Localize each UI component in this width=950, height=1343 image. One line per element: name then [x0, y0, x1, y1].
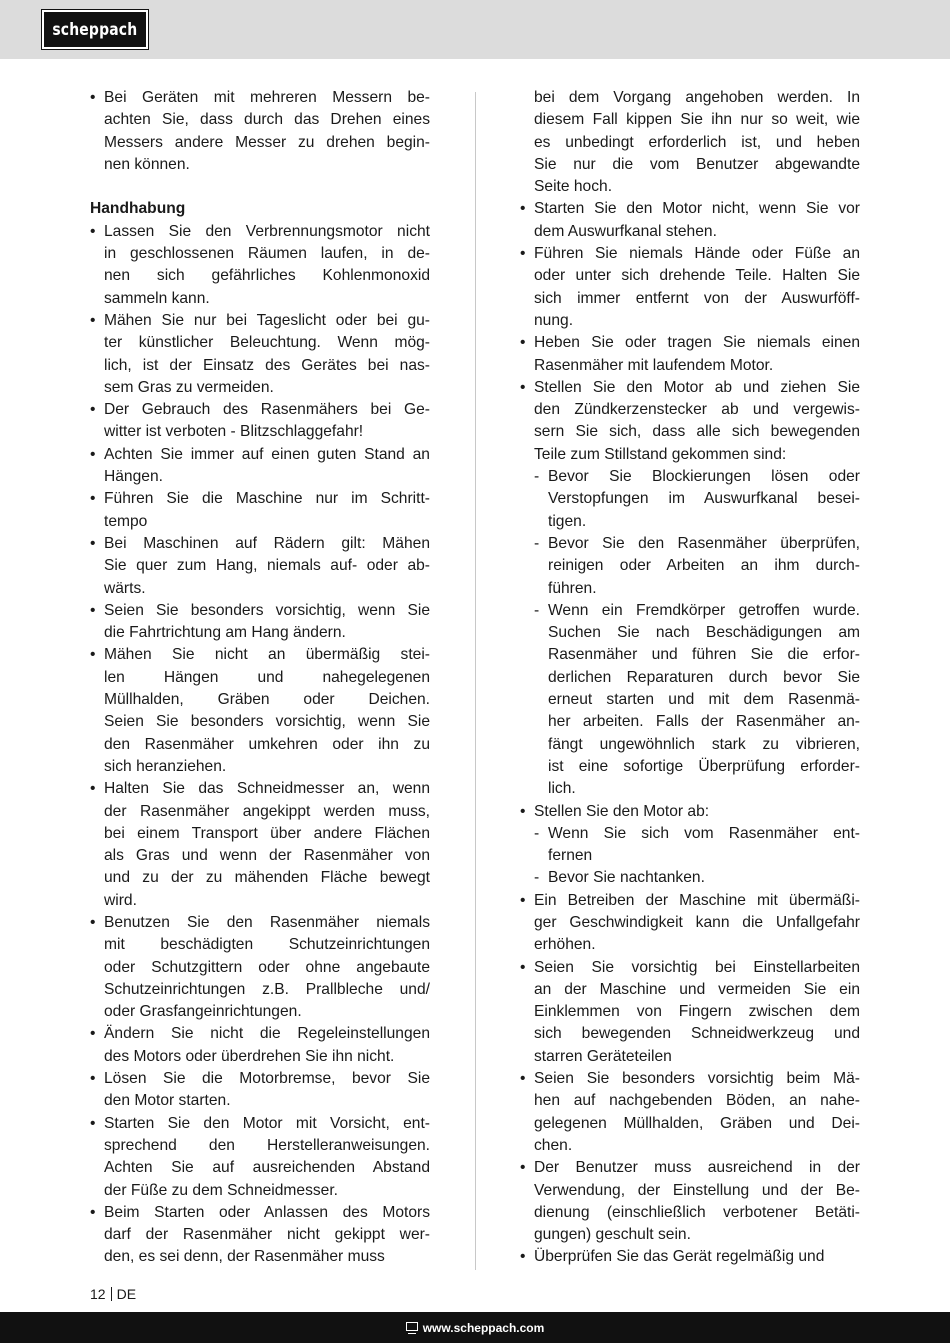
text-line: • Ändern Sie nicht die Regeleinstellungen: [104, 1025, 430, 1043]
left-column: [90, 87, 430, 1269]
text-line: • Halten Sie das Schneidmesser an, wenn: [104, 780, 430, 798]
text-line: fernen: [548, 847, 593, 865]
text-line: • Seien Sie besonders vorsichtig beim Mä-: [534, 1070, 860, 1088]
text-line: • Achten Sie immer auf einen guten Stand an: [104, 445, 430, 463]
text-line: • Stellen Sie den Motor ab und ziehen Sie: [534, 378, 860, 396]
bullet-item: [90, 399, 430, 444]
text-line: • Bei Maschinen auf Rädern gilt: Mähen: [104, 534, 430, 552]
bullet-item: [520, 198, 860, 243]
text-line: • Beim Starten oder Anlassen des Motors: [104, 1203, 430, 1221]
page-footer: [90, 1286, 136, 1302]
text-line: Verstopfungen im Auswurfkanal besei-: [548, 490, 860, 508]
text-line: lich, ist der Einsatz des Gerätes bei nas-: [104, 356, 430, 374]
text-line: • Bei Geräten mit mehreren Messern be-: [104, 89, 430, 106]
bullet-item: [90, 488, 430, 533]
text-line: lich.: [548, 780, 576, 798]
dash-item: [520, 867, 860, 889]
text-line: hen auf nachgebenden Böden, an nahe-: [534, 1092, 860, 1110]
bullet-item: [90, 644, 430, 778]
text-line: erhöhen.: [534, 936, 596, 954]
text-line: der Rasenmäher angekippt werden muss,: [104, 802, 430, 820]
text-line: • Seien Sie besonders vorsichtig, wenn Sie: [104, 601, 430, 619]
text-line: • Der Benutzer muss ausreichend in der: [534, 1159, 860, 1177]
text-line: Messers andere Messer zu drehen begin-: [104, 133, 430, 151]
text-line: Achten Sie auf ausreichenden Abstand: [104, 1159, 430, 1177]
text-line: ist eine sofortige Überprüfung erforder-: [548, 757, 860, 775]
bullet-item: [520, 890, 860, 957]
text-line: witter ist verboten - Blitzschlaggefahr!: [104, 423, 364, 441]
text-line: starren Geräteteilen: [534, 1047, 672, 1065]
text-line: als Gras und wenn der Rasenmäher von: [104, 847, 430, 865]
website-link[interactable]: www.scheppach.com: [422, 1320, 545, 1335]
text-line: diesem Fall kippen Sie ihn nur so weit, wie: [534, 111, 860, 129]
text-line: Rasenmäher mit laufendem Motor.: [534, 356, 774, 374]
text-line: Seien Sie besonders vorsichtig, wenn Sie: [104, 713, 430, 731]
text-line: den Rasenmäher umkehren oder ihn zu: [104, 735, 430, 753]
bullet-item: [90, 1068, 430, 1113]
text-line: nen können.: [104, 155, 190, 173]
text-line: sern Sie sich, dass alle sich bewegenden: [534, 423, 860, 441]
bullet-item: [90, 444, 430, 489]
monitor-icon: [406, 1322, 418, 1331]
bullet-item: [520, 1068, 860, 1157]
text-line: die Fahrtrichtung am Hang ändern.: [104, 624, 346, 642]
dash-item: [520, 600, 860, 801]
bullet-item: [90, 87, 430, 176]
text-line: - Wenn ein Fremdkörper getroffen wurde.: [548, 601, 860, 619]
text-line: Einklemmen von Fingern zwischen dem: [534, 1003, 860, 1021]
text-line: sich heranziehen.: [104, 757, 227, 775]
bullet-item: [90, 600, 430, 645]
text-line: Hängen.: [104, 468, 163, 486]
text-line: mit beschädigten Schutzeinrichtungen: [104, 936, 430, 954]
text-line: gungen) geschult sein.: [534, 1226, 691, 1244]
bullet-item: [90, 1023, 430, 1068]
text-line: chen.: [534, 1136, 573, 1154]
text-line: oder unter sich drehende Teile. Halten Sie: [534, 267, 860, 285]
header-band: [0, 0, 950, 59]
bullet-item: [90, 912, 430, 1023]
text-line: sprechend den Herstelleranweisungen.: [104, 1136, 430, 1154]
text-line: Verwendung, der Einstellung und der Be-: [534, 1181, 860, 1199]
text-line: • Benutzen Sie den Rasenmäher niemals: [104, 913, 430, 931]
text-line: Seite hoch.: [534, 178, 613, 196]
text-line: sich immer entfernt von der Auswurföff-: [534, 289, 860, 307]
text-line: achten Sie, dass durch das Drehen eines: [104, 111, 430, 129]
text-line: - Bevor Sie nachtanken.: [548, 869, 705, 887]
bullet-item: [90, 778, 430, 912]
text-line: • Starten Sie den Motor nicht, wenn Sie vor: [534, 200, 860, 218]
text-line: Suchen Sie nach Beschädigungen am: [548, 624, 860, 642]
bullet-item: [520, 332, 860, 377]
bullet-item: [520, 243, 860, 332]
bullet-item: [520, 801, 860, 823]
footer-band: [0, 1312, 950, 1343]
dash-item: [520, 823, 860, 868]
footer-separator: [111, 1287, 112, 1301]
text-line: in geschlossenen Räumen laufen, in de-: [104, 245, 430, 263]
text-line: • Heben Sie oder tragen Sie niemals einen: [534, 334, 860, 352]
text-line: • Führen Sie niemals Hände oder Füße an: [534, 245, 860, 263]
right-column: [520, 87, 860, 1269]
text-line: • Führen Sie die Maschine nur im Schritt-: [104, 490, 430, 508]
text-line: • Überprüfen Sie das Gerät regelmäßig und: [534, 1248, 825, 1266]
dash-item: [520, 533, 860, 600]
bullet-item: [90, 221, 430, 310]
text-line: sem Gras zu vermeiden.: [104, 378, 274, 396]
spacer: [90, 176, 430, 198]
text-line: dem Auswurfkanal stehen.: [534, 222, 717, 240]
text-line: bei einem Transport über andere Flächen: [104, 824, 430, 842]
text-line: nung.: [534, 311, 574, 329]
text-line: Schutzeinrichtungen z.B. Prallbleche und/: [104, 980, 430, 998]
text-line: - Bevor Sie den Rasenmäher überprüfen,: [548, 534, 860, 552]
text-line: gelegenen Müllhalden, Gräben und Dei-: [534, 1114, 860, 1132]
text-line: - Wenn Sie sich vom Rasenmäher ent-: [548, 824, 860, 842]
text-line: • Mähen Sie nicht an übermäßig stei-: [104, 646, 430, 664]
text-line: und zu der zu mähenden Fläche bewegt: [104, 869, 430, 887]
text-line: sammeln kann.: [104, 289, 210, 307]
text-line: ger Geschwindigkeit kann die Unfallgefahr: [534, 913, 860, 931]
text-line: Rasenmäher und führen Sie die erfor-: [548, 646, 860, 664]
text-line: erneut starten und mit dem Rasenmä-: [548, 691, 860, 709]
text-line: • Seien Sie vorsichtig bei Einstellarbeiten: [534, 958, 860, 976]
text-line: sich bewegenden Schneidwerkzeug und: [534, 1025, 860, 1043]
text-line: - Bevor Sie Blockierungen lösen oder: [548, 468, 860, 486]
text-line: oder Schutzgittern oder ohne angebaute: [104, 958, 430, 976]
text-line: den, es sei denn, der Rasenmäher muss: [104, 1248, 385, 1266]
brand-logo: [42, 10, 148, 49]
text-line: derlichen Reparaturen durch bevor Sie: [548, 668, 860, 686]
text-line: es unbedingt erforderlich ist, und heben: [534, 133, 860, 151]
section-heading: Handhabung: [90, 200, 186, 218]
continued-paragraph: [520, 87, 860, 198]
language-code: DE: [116, 1286, 137, 1302]
dash-item: [520, 466, 860, 533]
text-line: wärts.: [104, 579, 146, 597]
text-line: wird.: [104, 891, 137, 909]
text-line: Sie quer zum Hang, niemals auf- oder ab-: [104, 557, 430, 575]
text-line: der Füße zu dem Schneidmesser.: [104, 1181, 339, 1199]
text-line: den Zündkerzenstecker ab und vergewis-: [534, 401, 860, 419]
text-line: • Lösen Sie die Motorbremse, bevor Sie: [104, 1070, 430, 1088]
page-number: 12: [90, 1286, 106, 1302]
bullet-item: [520, 1157, 860, 1246]
bullet-item: [90, 1202, 430, 1269]
text-line: • Lassen Sie den Verbrennungsmotor nicht: [104, 222, 430, 240]
text-line: • Der Gebrauch des Rasenmähers bei Ge-: [104, 401, 430, 419]
text-line: darf der Rasenmäher nicht gekippt wer-: [104, 1226, 430, 1244]
text-line: führen.: [548, 579, 597, 597]
bullet-item: [90, 310, 430, 399]
text-line: len Hängen und nahegelegenen: [104, 668, 430, 686]
text-line: des Motors oder überdrehen Sie ihn nicht.: [104, 1047, 395, 1065]
bullet-item: [520, 377, 860, 466]
text-line: an der Maschine und vermeiden Sie ein: [534, 980, 860, 998]
text-line: nen sich gefährliches Kohlenmonoxid: [104, 267, 430, 285]
bullet-item: [90, 1113, 430, 1202]
text-line: dienung (einschließlich verbotener Betäti-: [534, 1203, 860, 1221]
bullet-item: [520, 1246, 860, 1268]
text-line: Teile zum Stillstand gekommen sind:: [534, 445, 787, 463]
text-line: Sie nur die vom Benutzer abgewandte: [534, 155, 860, 173]
text-line: tempo: [104, 512, 148, 530]
text-line: • Ein Betreiben der Maschine mit übermäßi-: [534, 891, 860, 909]
text-line: tigen.: [548, 512, 587, 530]
text-line: ter künstlicher Beleuchtung. Wenn mög-: [104, 334, 430, 352]
text-line: her arbeiten. Falls der Rasenmäher an-: [548, 713, 860, 731]
text-line: bei dem Vorgang angehoben werden. In: [534, 89, 860, 106]
text-line: fängt ungewöhnlich stark zu vibrieren,: [548, 735, 860, 753]
bullet-item: [520, 957, 860, 1068]
text-line: oder Grasfangeinrichtungen.: [104, 1003, 302, 1021]
text-line: • Starten Sie den Motor mit Vorsicht, ent-: [104, 1114, 430, 1132]
brand-logo-text: scheppach: [52, 19, 138, 40]
bullet-item: [90, 533, 430, 600]
text-line: • Stellen Sie den Motor ab:: [534, 802, 710, 820]
text-line: den Motor starten.: [104, 1092, 231, 1110]
text-line: Müllhalden, Gräben oder Deichen.: [104, 691, 430, 709]
text-line: • Mähen Sie nur bei Tageslicht oder bei gu-: [104, 311, 430, 329]
column-divider: [475, 92, 476, 1270]
text-line: reinigen oder Arbeiten an ihm durch-: [548, 557, 860, 575]
